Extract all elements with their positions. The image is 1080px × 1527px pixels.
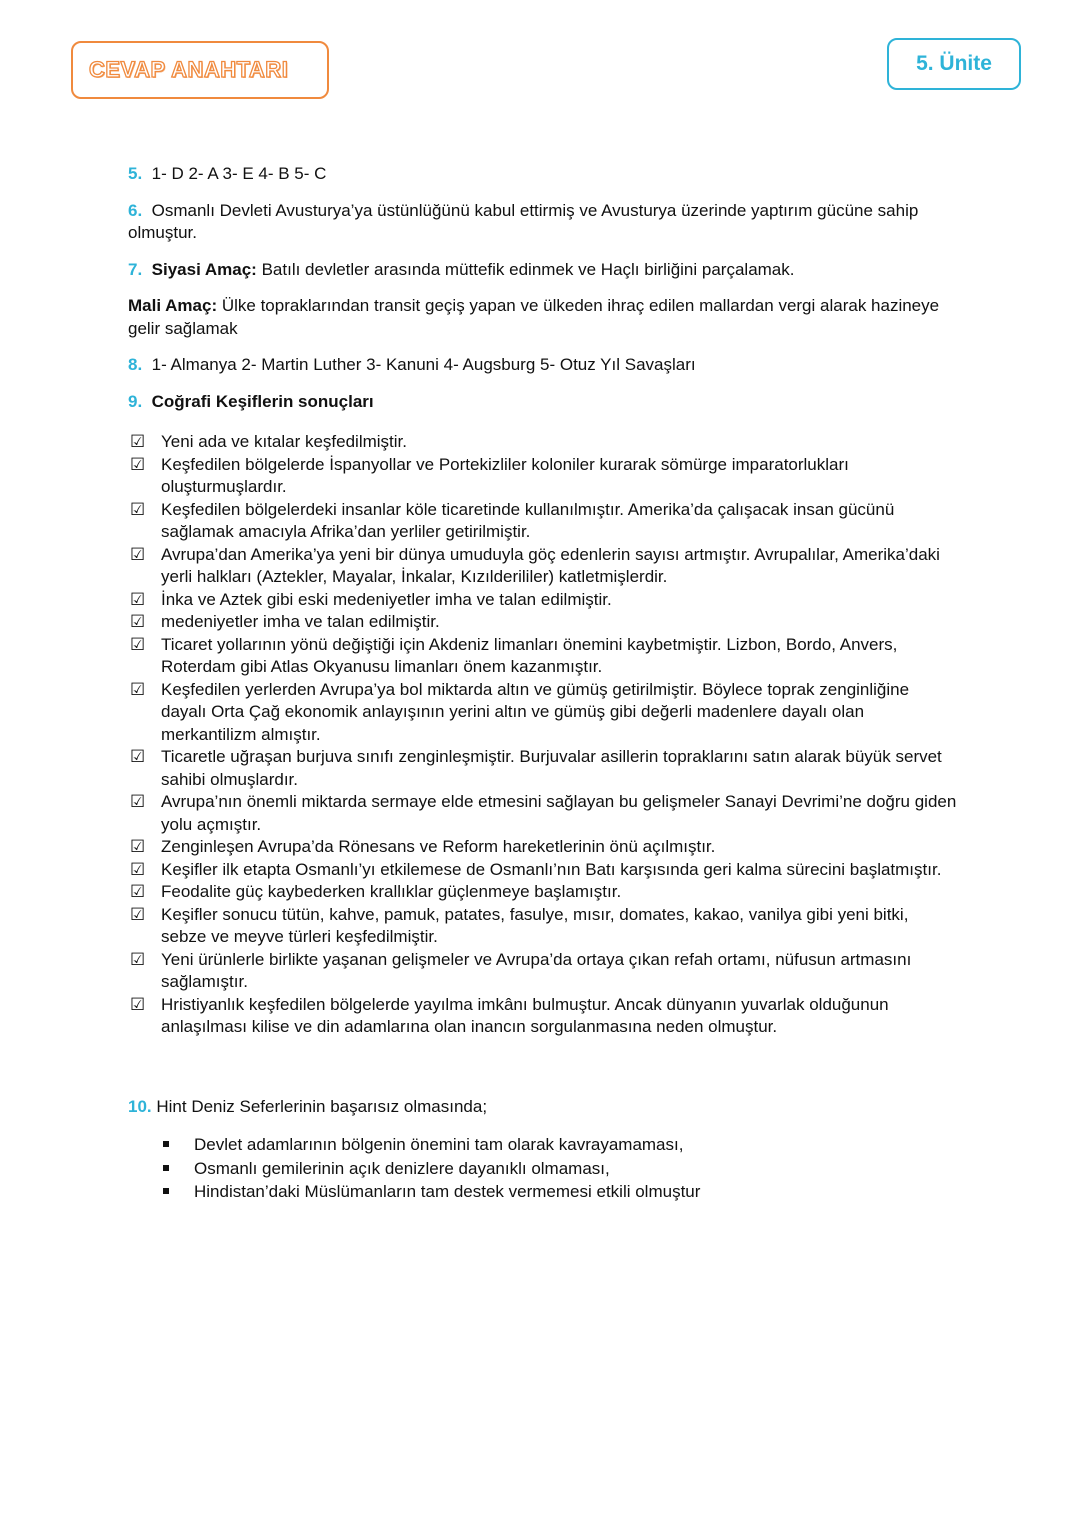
checkbox-icon: ☑ — [130, 634, 146, 655]
answer-content — [128, 163, 958, 1204]
answer-7-siyasi — [128, 259, 958, 282]
checkbox-icon: ☑ — [130, 499, 146, 520]
list-item: ☑ Avrupa’dan Amerika’ya yeni bir dünya umuduyla göç edenlerin sayısı artmıştır. Avrupalılar, Amerika’daki yerli halkları (Aztekler, Mayalar, İnkalar, Kızılderililer) katletmişlerdir. — [130, 544, 940, 586]
answer-6-number: 6. — [128, 200, 143, 220]
answer-5-text: 1- D 2- A 3- E 4- B 5- C — [151, 164, 327, 183]
list-item: ☑ Keşifler sonucu tütün, kahve, pamuk, patates, fasulye, mısır, domates, kakao, vanilya gibi yeni bitki, sebze ve meyve türleri keşfedilmiştir. — [130, 904, 909, 946]
square-bullet-icon — [163, 1141, 169, 1147]
list-item: ☑ Ticaret yollarının yönü değiştiği için Akdeniz limanları önemini kaybetmiştir. Lizbon, Bordo, Anvers, Roterdam gibi Atlas Okyanusu limanları önem kazanmıştır. — [130, 634, 898, 676]
list-item: ☑ Ticaretle uğraşan burjuva sınıfı zenginleşmiştir. Burjuvalar asillerin topraklarını satın alarak büyük servet sahibi olmuşlardır. — [130, 747, 942, 789]
list-item: ☑ Keşfedilen yerlerden Avrupa’ya bol miktarda altın ve gümüş getirilmiştir. Böylece toprak zenginliğine dayalı Orta Çağ ekonomik anlayışının yerini altın ve gümüş gibi değerli madenlere dayalı olan merkantilizm almıştır. — [130, 679, 910, 744]
checkbox-icon: ☑ — [130, 432, 146, 452]
list-item: ☑ Keşfedilen bölgelerdeki insanlar köle ticaretinde kullanılmıştır. Amerika’da çalışacak insan gücünü sağlamak amacıyla Afrika’dan yerliler getirilmiştir. — [130, 499, 895, 541]
answer-5-number: 5. — [128, 164, 143, 183]
square-bullet-icon — [163, 1165, 169, 1171]
list-item: ☑ Avrupa’nın önemli miktarda sermaye elde etmesini sağlayan bu gelişmeler Sanayi Devrimi’ne doğru giden yolu açmıştır. — [130, 792, 957, 834]
list-item: Osmanlı gemilerinin açık denizlere dayanıklı olmaması, — [128, 1157, 958, 1181]
checkbox-icon: ☑ — [130, 544, 146, 565]
indian-ocean-reasons-list — [128, 1133, 958, 1204]
siyasi-label: Siyasi Amaç: — [151, 259, 257, 279]
answer-10-number: 10. — [128, 1096, 152, 1116]
checkbox-icon: ☑ — [130, 747, 146, 767]
square-bullet-icon — [163, 1188, 169, 1194]
answer-6-text: Osmanlı Devleti Avusturya’ya üstünlüğünü kabul ettirmiş ve Avusturya üzerinde yaptırım gücüne sahip olmuştur. — [128, 200, 919, 242]
answer-key-title: CEVAP ANAHTARI — [89, 57, 289, 82]
checkbox-icon: ☑ — [130, 949, 146, 970]
checkbox-icon: ☑ — [130, 859, 146, 880]
siyasi-text: Batılı devletler arasında müttefik edinmek ve Haçlı birliğini parçalamak. — [256, 259, 795, 279]
list-item: ☑ Zenginleşen Avrupa’da Rönesans ve Reform hareketlerinin önü açılmıştır. — [130, 837, 716, 857]
unit-title: 5. Ünite — [916, 52, 992, 75]
unit-badge — [887, 38, 1021, 90]
checkbox-icon: ☑ — [130, 837, 146, 857]
answer-8-text: 1- Almanya 2- Martin Luther 3- Kanuni 4- Augsburg 5- Otuz Yıl Savaşları — [151, 355, 696, 374]
answer-7-mali — [128, 295, 958, 340]
checkbox-icon: ☑ — [130, 454, 146, 475]
list-item: ☑ Yeni ürünlerle birlikte yaşanan gelişmeler ve Avrupa’da ortaya çıkan refah ortamı, nüfusun artmasını sağlamıştır. — [130, 949, 912, 991]
answer-5 — [128, 163, 958, 186]
list-item: ☑ medeniyetler imha ve talan edilmiştir. — [130, 612, 440, 632]
list-item: ☑ Yeni ada ve kıtalar keşfedilmiştir. — [130, 432, 407, 452]
mali-label: Mali Amaç: — [128, 296, 218, 315]
checkbox-icon: ☑ — [130, 792, 146, 812]
checkbox-icon: ☑ — [130, 679, 146, 700]
mali-text: Ülke topraklarından transit geçiş yapan ve ülkeden ihraç edilen mallardan vergi alarak hazineye gelir sağlamak — [128, 296, 940, 338]
list-item: Hindistan’daki Müslümanların tam destek vermemesi etkili olmuştur — [128, 1180, 958, 1204]
answer-9-number: 9. — [128, 391, 143, 411]
answer-7-number: 7. — [128, 259, 143, 279]
list-item: Devlet adamlarının bölgenin önemini tam olarak kavrayamaması, — [128, 1133, 958, 1157]
checkbox-icon: ☑ — [130, 994, 146, 1015]
answer-10-text: Hint Deniz Seferlerinin başarısız olmasında; — [151, 1096, 488, 1116]
answer-key-badge — [71, 41, 329, 99]
list-item: ☑ Hristiyanlık keşfedilen bölgelerde yayılma imkânı bulmuştur. Ancak dünyanın yuvarlak olduğunun anlaşılması kilise ve din adamlarına olan inancın sorgulanmasına neden olmuştur. — [130, 994, 889, 1036]
discoveries-results-list — [128, 431, 958, 1039]
list-item: ☑ Feodalite güç kaybederken krallıklar güçlenmeye başlamıştır. — [130, 882, 622, 902]
answer-8-number: 8. — [128, 355, 143, 374]
answer-10 — [128, 1096, 958, 1119]
answer-8 — [128, 354, 958, 377]
answer-9-title: Coğrafi Keşiflerin sonuçları — [151, 391, 374, 411]
list-item: ☑ Keşfedilen bölgelerde İspanyollar ve Portekizliler koloniler kurarak sömürge imparatorlukları oluşturmuşlardır. — [130, 454, 849, 496]
checkbox-icon: ☑ — [130, 589, 146, 610]
checkbox-icon: ☑ — [130, 612, 146, 632]
answer-6 — [128, 200, 958, 245]
checkbox-icon: ☑ — [130, 904, 146, 925]
list-item: ☑ İnka ve Aztek gibi eski medeniyetler imha ve talan edilmiştir. — [130, 589, 612, 610]
list-item: ☑ Keşifler ilk etapta Osmanlı’yı etkilemese de Osmanlı’nın Batı karşısında geri kalma sürecini başlatmıştır. — [130, 859, 942, 880]
answer-9-heading — [128, 391, 958, 414]
checkbox-icon: ☑ — [130, 882, 146, 902]
